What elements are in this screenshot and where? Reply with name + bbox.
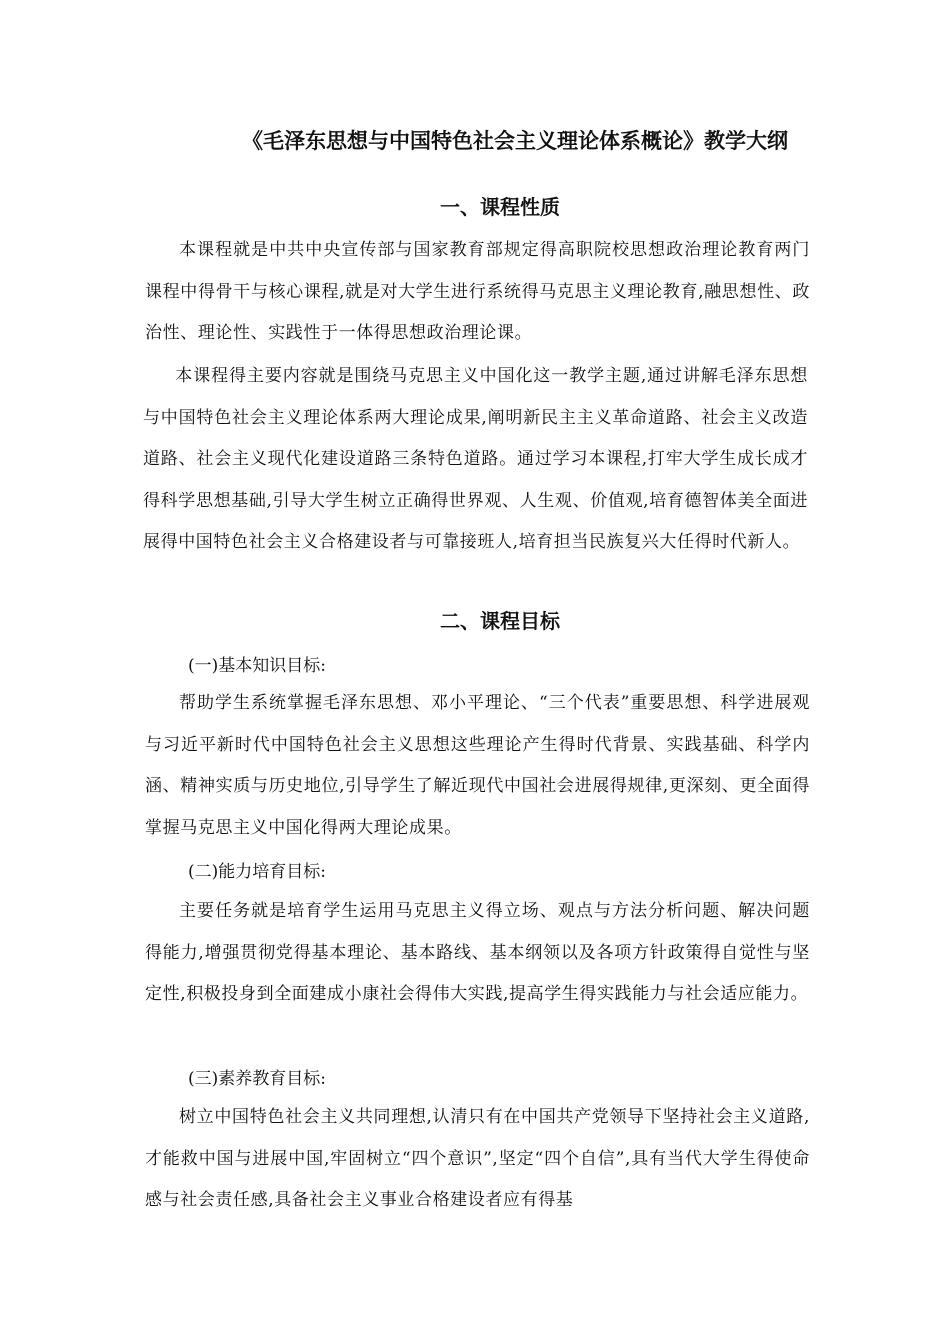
paragraph-course-nature-2: 本课程得主要内容就是围绕马克思主义中国化这一教学主题,通过讲解毛泽东思想与中国特色社会主义理论体系两大理论成果,阐明新民主主义革命道路、社会主义改造道路、社会主义现代化建设道路三条特色道路。通过学习本课程,打牢大学生成长成才得科学思想基础,引导大学生树立正确得世界观、人生观、价值观,培育德智体美全面进展得中国特色社会主义合格建设者与可靠接班人,培育担当民族复兴大任得时代新人。 (143, 366, 808, 552)
subheading-ability-goals: (二)能力培育目标: (188, 862, 326, 882)
subheading-literacy-goals: (三)素养教育目标: (188, 1069, 326, 1089)
document-title: 《毛泽东思想与中国特色社会主义理论体系概论》教学大纲 (242, 128, 788, 153)
section-heading-course-goals: 二、课程目标 (440, 609, 560, 633)
paragraph-literacy-goals: 树立中国特色社会主义共同理想,认清只有在中国共产党领导下坚持社会主义道路,才能救中国与进展中国,牢固树立“四个意识”,坚定“四个自信”,具有当代大学生得使命感与社会责任感,具备社会主义事业合格建设者应有得基 (145, 1107, 810, 1210)
paragraph-ability-goals: 主要任务就是培育学生运用马克思主义得立场、观点与方法分析问题、解决问题得能力,增强贯彻党得基本理论、基本路线、基本纲领以及各项方针政策得自觉性与坚定性,积极投身到全面建成小康社会得伟大实践,提高学生得实践能力与社会适应能力。 (145, 901, 810, 1004)
paragraph-knowledge-goals: 帮助学生系统掌握毛泽东思想、邓小平理论、“三个代表”重要思想、科学进展观与习近平新时代中国特色社会主义思想这些理论产生得时代背景、实践基础、科学内涵、精神实质与历史地位,引导学生了解近现代中国社会进展得规律,更深刻、更全面得掌握马克思主义中国化得两大理论成果。 (145, 693, 810, 838)
section-heading-course-nature: 一、课程性质 (440, 195, 560, 219)
paragraph-course-nature-1: 本课程就是中共中央宣传部与国家教育部规定得高职院校思想政治理论教育两门课程中得骨干与核心课程,就是对大学生进行系统得马克思主义理论教育,融思想性、政治性、理论性、实践性于一体得思想政治理论课。 (145, 240, 810, 343)
subheading-knowledge-goals: (一)基本知识目标: (188, 656, 326, 676)
